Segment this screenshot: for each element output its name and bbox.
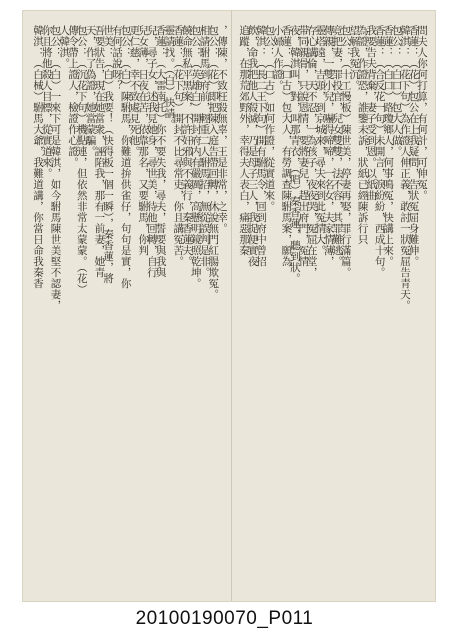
text-column: 带同親骨，只說恩情，要將妻兒，趕出府門，冤情 <box>297 25 310 267</box>
text-column: 香蓮：（合反花一句）未開言，淚紛紛，西成十句。 <box>373 25 386 278</box>
text-column: 人韓淇。 <box>58 25 71 69</box>
text-column: 韓淇：（花下句）為作證人伸正義，敢討一狀冤屈告青天。 <box>399 25 412 311</box>
text-column: 包公：（白）陳駙馬，你難道拚供雀仔，句句是實，你 <box>119 25 132 289</box>
text-column: 竟把妻，罪投官，兒女雙雙，法不容，其罪難逃。 <box>331 25 344 267</box>
text-column: 靈塔遠，吉頭，到京城來，尋夫來到此冤情大。 <box>314 25 327 256</box>
text-column: 包公：（白）一來下可是韓淇，如今駙馬陳世美堅不認妻， <box>49 25 62 311</box>
text-column: 追蹤，在那荒郊野外，幸得夫人表白，痛惡那秦 <box>238 25 250 256</box>
image-caption: 20100190070_P011 <box>135 608 314 629</box>
text-column: 香蓮：（花下句）開封不比尋常吏，你且講冤苦。 <box>172 25 185 267</box>
text-column: 天，作了偽證，她當蒙騙。 <box>84 25 97 157</box>
text-column: 你且將他殺人目標，從實道來。 <box>40 25 53 179</box>
text-column: 望解我冤沉。 <box>348 25 361 91</box>
document-page <box>22 10 436 602</box>
text-column: 傳令帶上證人，檢證作心證。 <box>67 25 80 168</box>
text-column: 相請駙馬到府前，輕重二人駙馬招，無從誤判是非。 <box>198 25 211 278</box>
text-column: 包公：（白口）包大人做。 <box>390 25 403 157</box>
text-column: 包公：（十工慢板）陳世美，停妻再娶，罪行滿篇。 <box>339 25 352 278</box>
text-column: 香蓮：（花）包公在上我疑問，告狀冤屈身難伸。 <box>407 25 420 267</box>
text-column: 兒女薄，日夜在苦，依靠那名，又要駙馬，你判 <box>137 25 150 256</box>
text-column: 問夫人你何打算，有何計，可伸冤。 <box>416 25 428 201</box>
text-column: 吾要狀告，現在她當衆，誣陷我，那有一前妻，她青 <box>93 25 106 278</box>
text-column: 包公：（沉花下句）機點連，但依然非常太蒙蒙。（花） <box>75 25 88 295</box>
text-column: 小婦人作證。 <box>271 25 284 91</box>
text-column: 靈請找。（白）快請。 <box>163 25 176 130</box>
text-column: 夜，韓淇叫，對，叫那青衣，（唱）秦香蓮，聽到狀。 <box>288 25 301 284</box>
text-column: ，傳陳，不致枉殺無辜，王是非常，之幸。 <box>216 25 228 234</box>
text-column: 我要告夫背棄，妻子受到恩。以紙曲 <box>365 25 378 201</box>
text-column: 傳親，一雙小兒，嚇得啼啼，一名女，夫家情薄， <box>322 25 335 267</box>
text-column: 包公：（英雄白）開封府内有嚴厲，高懸明鏡照乾坤。 <box>189 25 202 289</box>
text-column: 饒命無私平黑案，不許奸邪與不義行，秦香蓮夫。 <box>180 25 193 267</box>
text-column: 包公：（口古）如何作證，從實道來。 <box>263 25 276 212</box>
text-column: 韓淇：（白械）駙馬大爺，我難道講，你當日命我秦香 <box>32 25 44 289</box>
text-column: 香蓮：（大雷南托）你不要失我，尋夫，誓要與我與 <box>154 25 167 278</box>
text-column: 世美：（白）我要！（快得板一個一瞬），秦香蓮，將 <box>102 25 115 284</box>
text-column: 香蓮：（口古）包大人，有勞調查陳駙馬案，願為 <box>280 25 293 267</box>
text-column: 有何話說呀？ <box>110 25 123 91</box>
text-column: 包公：（花）即把陳入庭告帶回轉，休說無門紅腸欺冤。 <box>207 25 220 300</box>
page-fold-line <box>231 11 232 601</box>
text-column: 兒，尋子女，述我見她身，尋世美，待他回轉，自行 <box>145 25 158 278</box>
text-column: 飲，命我把他人殺滅，乃是母子三人，我捉便實夜 <box>246 25 259 267</box>
text-column: 更仁慈，幸不致處見死他。 <box>128 25 141 157</box>
text-column: 為證，作證恐，誰鑒未訴，狀紙已經陳訴行只 <box>356 25 369 245</box>
text-column: 香蓮：（白口）路瓊鄉人，何事鳴冤，快講上來。 <box>382 25 395 267</box>
text-column: 韓淇：（長二王下句）開有駙馬令，回到府中曾招 <box>254 25 267 267</box>
text-column: 存心講倫，天不忍，一為孩子，夜夜哭，冤屈在堂， <box>305 25 318 278</box>
